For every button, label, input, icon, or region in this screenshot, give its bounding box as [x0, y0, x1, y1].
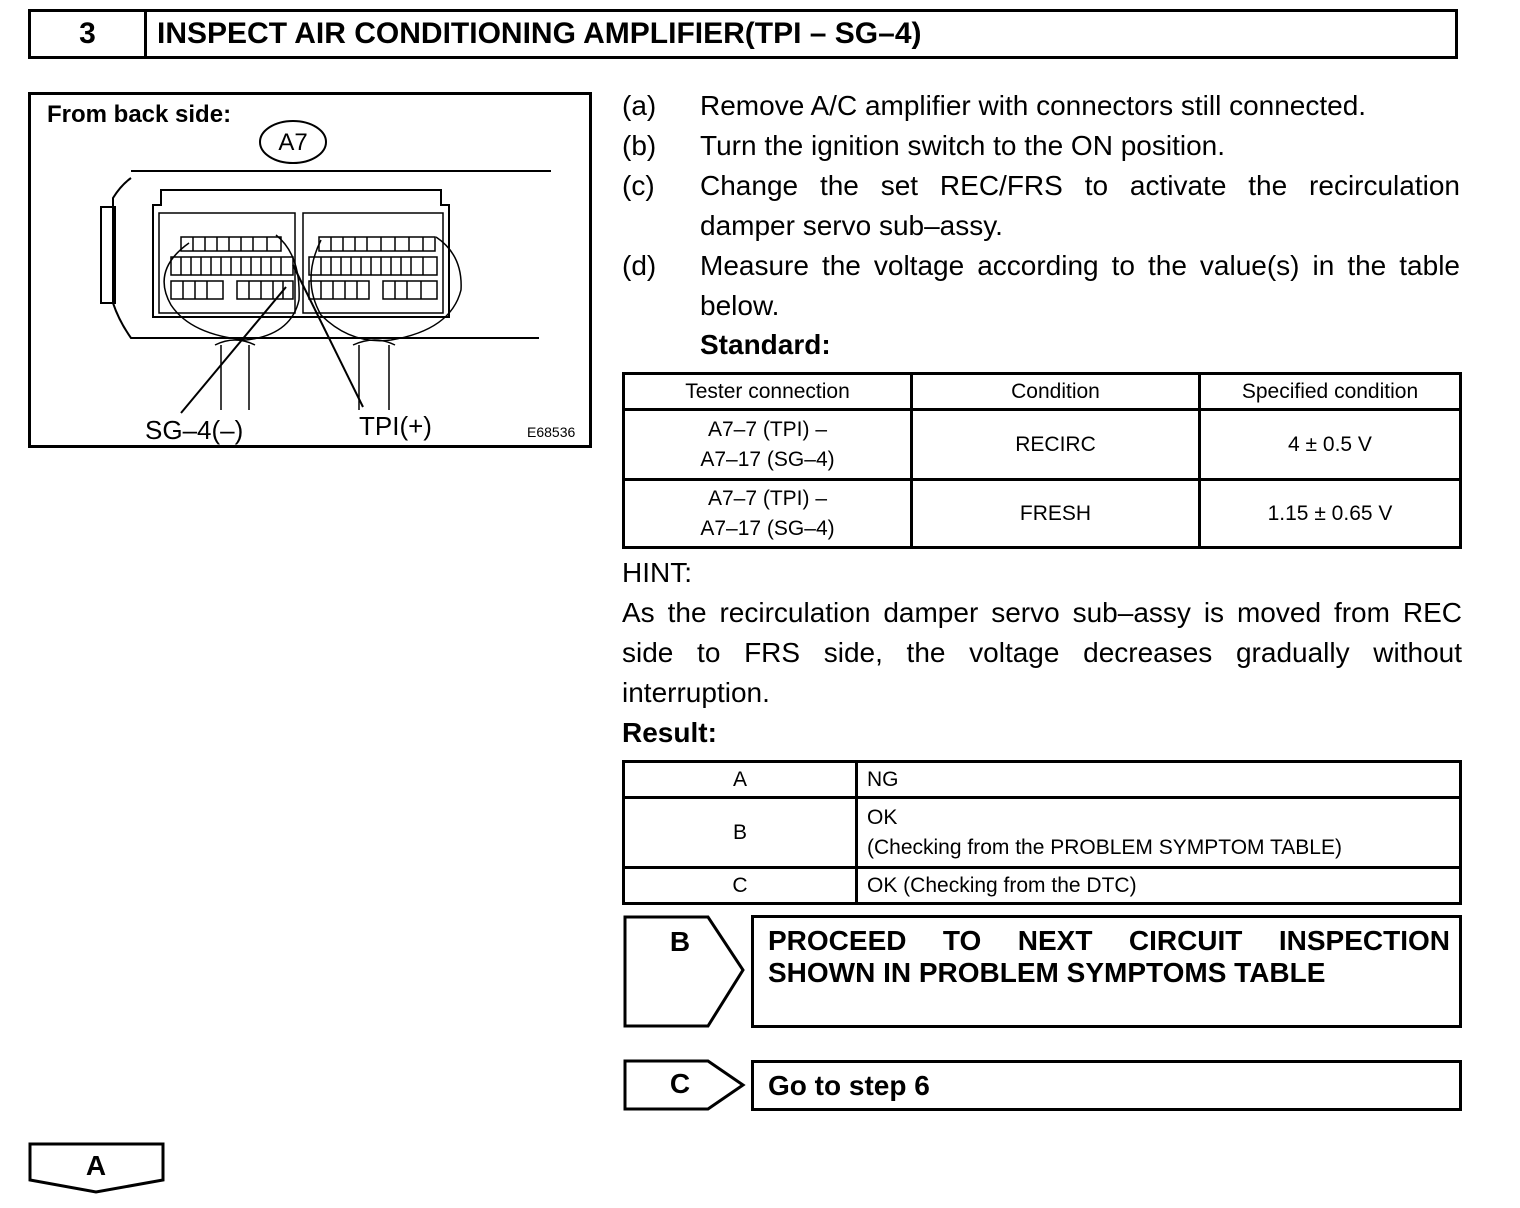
result-b-box: [751, 915, 1462, 1028]
step-c-text: Change the set REC/FRS to activate the recirculation damper servo sub–assy.: [700, 170, 1460, 241]
step-a-letter: (a): [622, 90, 657, 121]
hint-label: HINT:: [622, 557, 692, 588]
right-pin-grid: [309, 237, 437, 299]
header-condition: Condition: [912, 374, 1200, 410]
standard-label: Standard:: [700, 329, 831, 360]
result-row-c: [624, 868, 1461, 904]
step-number: 3: [31, 12, 147, 56]
connector-diagram: [31, 95, 589, 445]
tpi-label: TPI(+): [359, 411, 432, 441]
figure-id: E68536: [527, 424, 576, 440]
step-title: INSPECT AIR CONDITIONING AMPLIFIER(TPI – SG–4): [157, 17, 922, 50]
connector-housing: [153, 190, 449, 317]
result-b-code: B: [669, 926, 691, 957]
connection-line-2: A7–17 (SG–4): [700, 447, 835, 471]
connector-figure: [28, 92, 592, 448]
step-c-letter: (c): [622, 170, 655, 201]
connector-left-half: [159, 213, 295, 313]
step-b-text: Turn the ignition switch to the ON position.: [700, 130, 1225, 161]
standard-table-row: [624, 410, 1461, 480]
result-label: Result:: [622, 717, 717, 748]
step-b-letter: (b): [622, 130, 657, 161]
standard-table-header: [624, 374, 1461, 410]
figure-caption: From back side:: [47, 101, 232, 128]
step-d-text: Measure the voltage according to the value(s) in the table below.: [700, 250, 1460, 321]
condition-cell: FRESH: [912, 480, 1200, 548]
connection-line-1: A7–7 (TPI) –: [707, 486, 828, 510]
sg4-label: SG–4(–): [145, 415, 244, 445]
connector-label: A7: [278, 129, 308, 156]
hint-text: As the recirculation damper servo sub–assy is moved from REC side to FRS side, the voltage decreases gradually without interruption.: [622, 597, 1462, 708]
step-c: [622, 166, 1462, 246]
specified-condition-cell: 4 ± 0.5 V: [1200, 410, 1461, 480]
result-c-box: [751, 1060, 1462, 1111]
header-tester-connection: Tester connection: [624, 374, 912, 410]
left-harness: [215, 340, 255, 410]
amplifier-body-outline: [113, 178, 539, 338]
result-code: B: [624, 798, 857, 868]
result-a-code: A: [85, 1150, 107, 1181]
result-row-b: [624, 798, 1461, 868]
sg4-leader-line: [181, 287, 286, 413]
result-b-line-2: SHOWN IN PROBLEM SYMPTOMS TABLE: [768, 957, 1326, 988]
specified-condition-cell: 1.15 ± 0.65 V: [1200, 480, 1461, 548]
step-header: [28, 9, 1458, 59]
step-d: [622, 246, 1462, 326]
result-c-text: Go to step 6: [768, 1070, 930, 1101]
tester-connection-cell: [624, 410, 912, 480]
step-d-letter: (d): [622, 250, 657, 281]
connection-line-2: A7–17 (SG–4): [700, 516, 835, 540]
step-a: [622, 86, 1462, 126]
result-description: NG: [857, 762, 1461, 798]
result-table: [622, 760, 1462, 905]
result-description: OK (Checking from the DTC): [857, 868, 1461, 904]
result-description-line-1: OK: [867, 805, 898, 829]
step-b: [622, 126, 1462, 166]
left-pin-grid: [171, 237, 293, 299]
result-description-line-2: (Checking from the PROBLEM SYMPTOM TABLE): [867, 835, 1342, 859]
result-c-code: C: [669, 1068, 691, 1099]
standard-table-row: [624, 480, 1461, 548]
result-description: [857, 798, 1461, 868]
step-a-text: Remove A/C amplifier with connectors still connected.: [700, 90, 1367, 121]
connector-right-half: [303, 213, 443, 313]
header-specified-condition: Specified condition: [1200, 374, 1461, 410]
result-b-line-1: PROCEED TO NEXT CIRCUIT INSPECTION: [768, 925, 1450, 956]
result-row-a: [624, 762, 1461, 798]
result-code: C: [624, 868, 857, 904]
standard-table: [622, 372, 1462, 549]
condition-cell: RECIRC: [912, 410, 1200, 480]
result-code: A: [624, 762, 857, 798]
tester-connection-cell: [624, 480, 912, 548]
connection-line-1: A7–7 (TPI) –: [707, 417, 828, 441]
